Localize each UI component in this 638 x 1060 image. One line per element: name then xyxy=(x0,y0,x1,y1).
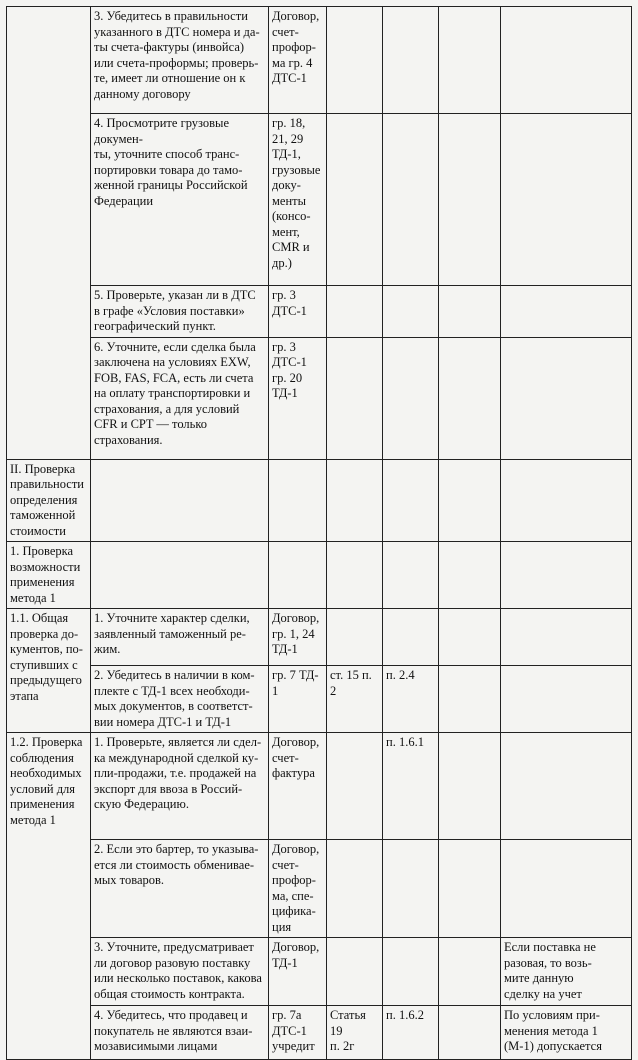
action-cell: 3. Уточните, предусматривает ли договор разовую поставку или несколько поставок, какова общая стоимость контракта. xyxy=(91,938,269,1006)
instruction-cell xyxy=(383,609,439,666)
law-article-cell xyxy=(327,459,383,542)
document-cell: гр. 3 ДТС-1 гр. 20 ТД-1 xyxy=(269,337,327,459)
instruction-cell xyxy=(383,840,439,938)
table-row xyxy=(7,337,632,459)
instruction-cell xyxy=(383,938,439,1006)
action-cell: 1. Уточните характер сделки, заявленный таможенный ре- жим. xyxy=(91,609,269,666)
step-cell: 1. Проверка возможности применения метода 1 xyxy=(7,542,91,609)
document-cell: гр. 18, 21, 29 ТД-1, грузовые доку- менты (консо- мент, CMR и др.) xyxy=(269,114,327,286)
document-cell: гр. 7а ДТС-1 учредит xyxy=(269,1006,327,1060)
law-article-cell xyxy=(327,337,383,459)
instruction-cell: п. 1.6.2 xyxy=(383,1006,439,1060)
document-cell: гр. 3 ДТС-1 xyxy=(269,286,327,338)
extra-cell xyxy=(439,1006,501,1060)
note-cell xyxy=(501,609,632,666)
extra-cell xyxy=(439,733,501,840)
note-cell xyxy=(501,459,632,542)
extra-cell xyxy=(439,542,501,609)
extra-cell xyxy=(439,114,501,286)
extra-cell xyxy=(439,7,501,114)
action-cell xyxy=(91,542,269,609)
action-cell: 4. Убедитесь, что продавец и покупатель не являются взаи- мозависимыми лицами xyxy=(91,1006,269,1060)
law-article-cell xyxy=(327,733,383,840)
law-article-cell xyxy=(327,286,383,338)
action-cell: 6. Уточните, если сделка была заключена на условиях EXW, FOB, FAS, FCA, есть ли счета на оплату транспортировки и страхования, а для условий CFR и CPT — только страхования. xyxy=(91,337,269,459)
table-row xyxy=(7,666,632,733)
extra-cell xyxy=(439,337,501,459)
document-cell xyxy=(269,459,327,542)
table-row xyxy=(7,286,632,338)
instruction-cell xyxy=(383,114,439,286)
instruction-cell: п. 2.4 xyxy=(383,666,439,733)
step-cell: II. Проверка правильности определения таможенной стоимости xyxy=(7,459,91,542)
law-article-cell: Статья 19 п. 2г xyxy=(327,1006,383,1060)
table-row xyxy=(7,1006,632,1060)
law-article-cell: ст. 15 п. 2 xyxy=(327,666,383,733)
document-cell: Договор, счет- профор- ма гр. 4 ДТС-1 xyxy=(269,7,327,114)
note-cell xyxy=(501,7,632,114)
note-cell xyxy=(501,114,632,286)
table-row xyxy=(7,114,632,286)
extra-cell xyxy=(439,938,501,1006)
extra-cell xyxy=(439,840,501,938)
procedure-table xyxy=(6,6,632,1060)
instruction-cell xyxy=(383,459,439,542)
note-cell: Если поставка не разовая, то возь- мите данную сделку на учет xyxy=(501,938,632,1006)
law-article-cell xyxy=(327,7,383,114)
action-cell: 1. Проверьте, является ли сдел- ка международной сделкой ку- пли-продажи, т.е. продажей на экспорт для ввоза в Россий- скую Федерацию. xyxy=(91,733,269,840)
law-article-cell xyxy=(327,938,383,1006)
instruction-cell xyxy=(383,286,439,338)
instruction-cell: п. 1.6.1 xyxy=(383,733,439,840)
action-cell: 2. Убедитесь в наличии в ком- плекте с ТД-1 всех необходи- мых документов, в соответст- вии номера ДТС-1 и ТД-1 xyxy=(91,666,269,733)
law-article-cell xyxy=(327,114,383,286)
law-article-cell xyxy=(327,542,383,609)
action-cell xyxy=(91,459,269,542)
document-cell: гр. 7 ТД- 1 xyxy=(269,666,327,733)
step-cell xyxy=(7,7,91,460)
instruction-cell xyxy=(383,542,439,609)
action-cell: 4. Просмотрите грузовые докумен- ты, уточните способ транс- портировки товара до тамо- женной границы Российской Федерации xyxy=(91,114,269,286)
document-cell: Договор, счет- фактура xyxy=(269,733,327,840)
extra-cell xyxy=(439,609,501,666)
note-cell xyxy=(501,337,632,459)
document-cell: Договор, счет- профор- ма, спе- цифика- ция xyxy=(269,840,327,938)
document-cell: Договор, ТД-1 xyxy=(269,938,327,1006)
table-row xyxy=(7,609,632,666)
extra-cell xyxy=(439,666,501,733)
note-cell xyxy=(501,666,632,733)
table-row xyxy=(7,938,632,1006)
action-cell: 2. Если это бартер, то указыва- ется ли стоимость обменивае- мых товаров. xyxy=(91,840,269,938)
note-cell xyxy=(501,840,632,938)
instruction-cell xyxy=(383,337,439,459)
document-cell: Договор, гр. 1, 24 ТД-1 xyxy=(269,609,327,666)
law-article-cell xyxy=(327,609,383,666)
note-cell xyxy=(501,542,632,609)
note-cell xyxy=(501,733,632,840)
action-cell: 3. Убедитесь в правильности указанного в ДТС номера и да- ты счета-фактуры (инвойса) или счета-проформы; проверь- те, имеет ли отношение он к данному договору xyxy=(91,7,269,114)
action-cell: 5. Проверьте, указан ли в ДТС в графе «Условия поставки» географический пункт. xyxy=(91,286,269,338)
extra-cell xyxy=(439,459,501,542)
extra-cell xyxy=(439,286,501,338)
table-row xyxy=(7,459,632,542)
document-cell xyxy=(269,542,327,609)
law-article-cell xyxy=(327,840,383,938)
table-row xyxy=(7,840,632,938)
table-row xyxy=(7,733,632,840)
note-cell: По условиям при- менения метода 1 (М-1) допускается xyxy=(501,1006,632,1060)
instruction-cell xyxy=(383,7,439,114)
table-row xyxy=(7,7,632,114)
step-cell: 1.1. Общая проверка до- кументов, по- ступивших с предыдущего этапа xyxy=(7,609,91,733)
step-cell: 1.2. Проверка соблюдения необходимых условий для применения метода 1 xyxy=(7,733,91,1060)
table-row xyxy=(7,542,632,609)
note-cell xyxy=(501,286,632,338)
